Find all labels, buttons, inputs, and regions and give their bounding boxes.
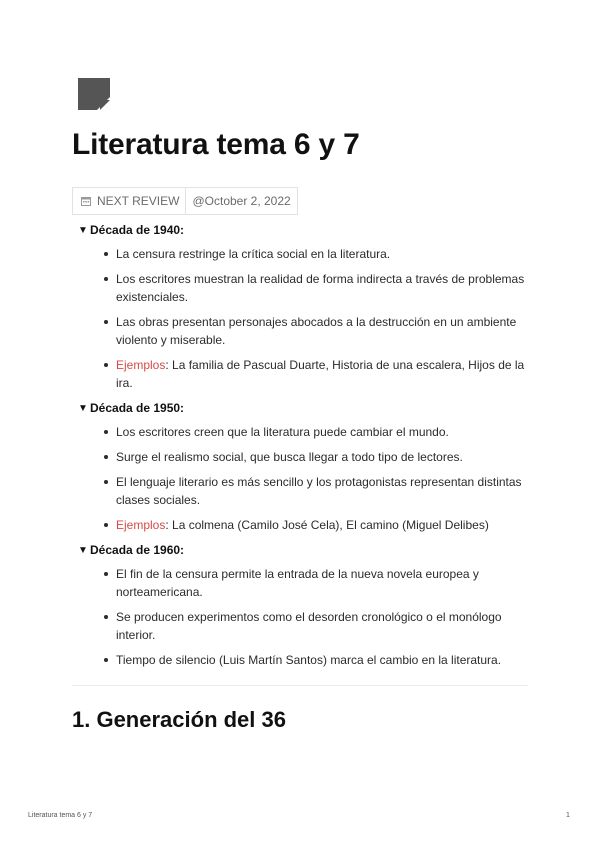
list-item <box>78 448 530 466</box>
ejemplos-label: Ejemplos <box>116 358 166 372</box>
toggle-heading[interactable] <box>78 399 530 417</box>
toggle-block <box>78 399 530 534</box>
caret-down-icon[interactable]: ▼ <box>78 402 88 414</box>
list-item <box>78 608 530 644</box>
list-item <box>78 473 530 509</box>
list-item-text: Se producen experimentos como el desorden cronológico o el monólogo interior. <box>116 610 502 642</box>
toggle-block <box>78 221 530 392</box>
property-row[interactable] <box>72 187 298 215</box>
toggle-heading-label: Década de 1940: <box>90 223 185 237</box>
sticky-note-icon <box>78 78 110 110</box>
list-item <box>78 245 530 263</box>
divider <box>72 685 528 686</box>
page-number: 1 <box>566 812 570 819</box>
property-label: NEXT REVIEW <box>97 194 180 208</box>
bullet-list <box>78 565 530 669</box>
ejemplos-label: Ejemplos <box>116 518 166 532</box>
list-item-text: La censura restringe la crítica social en la literatura. <box>116 247 391 261</box>
property-name <box>73 188 186 214</box>
calendar-icon <box>81 196 91 206</box>
list-item <box>78 270 530 306</box>
toggle-list <box>78 221 530 676</box>
list-item-text: Las obras presentan personajes abocados a la destrucción en un ambiente violento y miserable. <box>116 315 517 347</box>
toggle-heading[interactable] <box>78 541 530 559</box>
list-item-text: : La colmena (Camilo José Cela), El camino (Miguel Delibes) <box>165 518 489 532</box>
list-item-text: El lenguaje literario es más sencillo y los protagonistas representan distintas clases sociales. <box>116 475 522 507</box>
list-item-text: Los escritores creen que la literatura puede cambiar el mundo. <box>116 425 449 439</box>
list-item <box>78 565 530 601</box>
heading-generacion: 1. Generación del 36 <box>72 707 286 732</box>
list-item <box>78 356 530 392</box>
toggle-block <box>78 541 530 669</box>
footer-title: Literatura tema 6 y 7 <box>28 812 93 819</box>
list-item <box>78 516 530 534</box>
list-item-text: : La familia de Pascual Duarte, Historia de una escalera, Hijos de la ira. <box>116 358 525 390</box>
bullet-list <box>78 423 530 534</box>
list-item-text: Tiempo de silencio (Luis Martín Santos) marca el cambio en la literatura. <box>116 653 502 667</box>
list-item <box>78 423 530 441</box>
toggle-heading-label: Década de 1960: <box>90 543 185 557</box>
property-date-value[interactable]: @October 2, 2022 <box>192 194 291 208</box>
caret-down-icon[interactable]: ▼ <box>78 544 88 556</box>
toggle-heading-label: Década de 1950: <box>90 401 185 415</box>
list-item-text: Surge el realismo social, que busca llegar a todo tipo de lectores. <box>116 450 463 464</box>
list-item-text: El fin de la censura permite la entrada de la nueva novela europea y norteamericana. <box>116 567 479 599</box>
list-item-text: Los escritores muestran la realidad de forma indirecta a través de problemas existenciales. <box>116 272 525 304</box>
list-item <box>78 651 530 669</box>
list-item <box>78 313 530 349</box>
caret-down-icon[interactable]: ▼ <box>78 224 88 236</box>
bullet-list <box>78 245 530 392</box>
toggle-heading[interactable] <box>78 221 530 239</box>
page-title: Literatura tema 6 y 7 <box>72 128 360 161</box>
